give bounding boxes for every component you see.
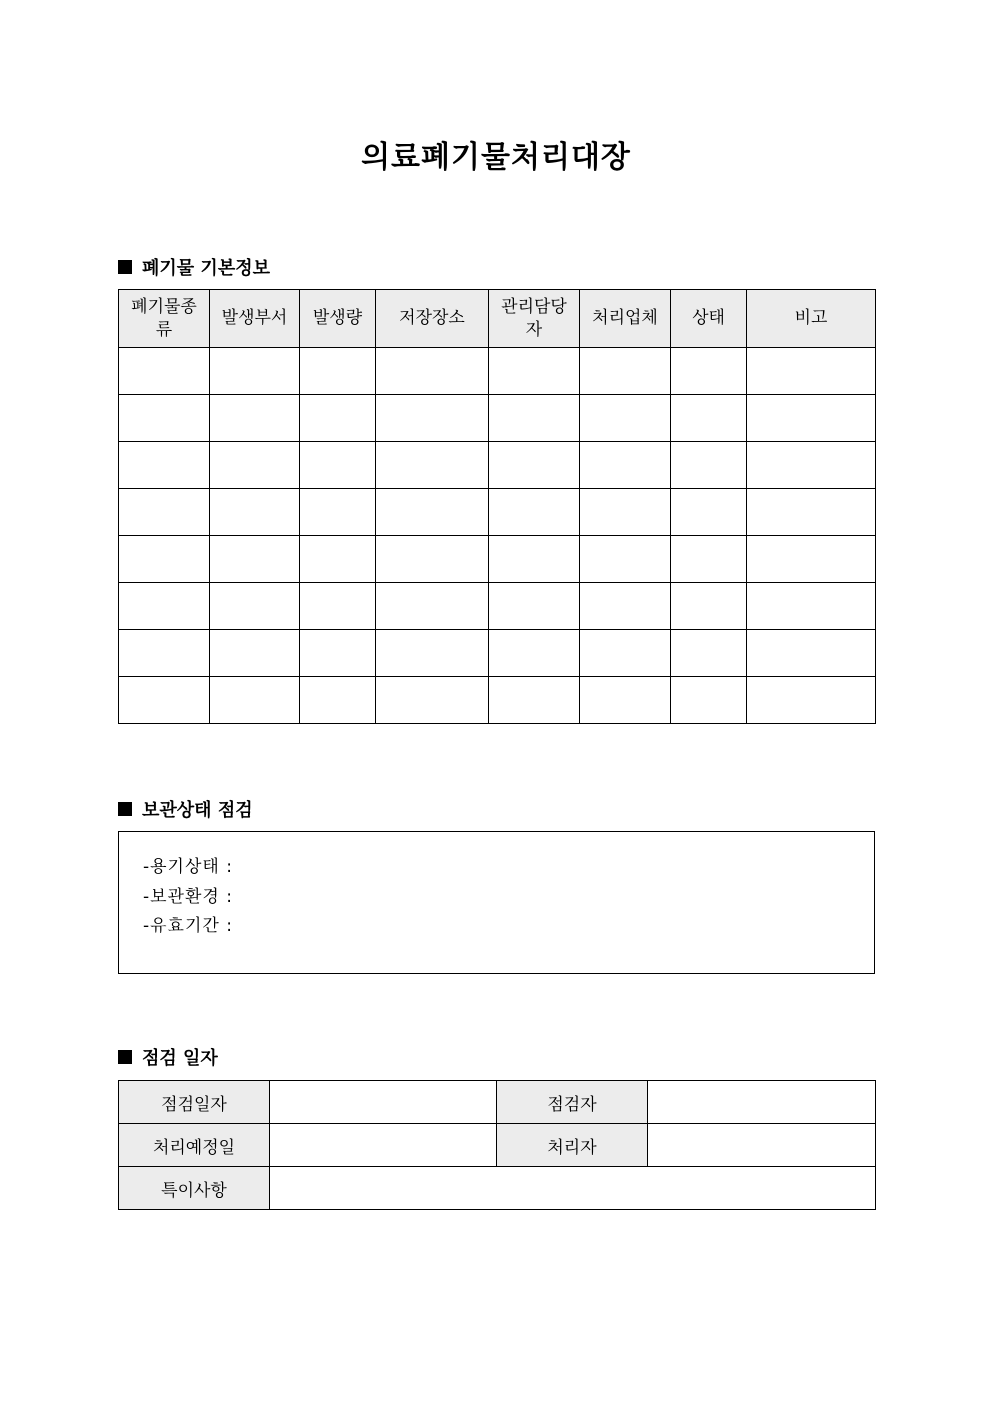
waste-table-cell[interactable] xyxy=(747,677,876,724)
inspection-row xyxy=(119,1081,876,1124)
inspection-row xyxy=(119,1124,876,1167)
waste-table-cell[interactable] xyxy=(489,348,580,395)
storage-check-box xyxy=(118,831,875,974)
waste-table-row xyxy=(119,395,876,442)
inspection-table xyxy=(118,1080,876,1210)
inspection-row xyxy=(119,1167,876,1210)
section-storage-check-label: 보관상태 점검 xyxy=(142,800,253,821)
waste-table-row xyxy=(119,536,876,583)
waste-table-cell[interactable] xyxy=(300,583,376,630)
waste-table-cell[interactable] xyxy=(300,348,376,395)
waste-table-cell[interactable] xyxy=(300,442,376,489)
inspection-date-label: 점검일자 xyxy=(119,1081,270,1124)
header-amount: 발생량 xyxy=(300,290,376,348)
inspection-date-cell[interactable] xyxy=(270,1081,497,1124)
waste-table-cell[interactable] xyxy=(210,536,300,583)
waste-table-cell[interactable] xyxy=(376,583,489,630)
waste-table-cell[interactable] xyxy=(489,630,580,677)
waste-table-cell[interactable] xyxy=(376,536,489,583)
waste-table-cell[interactable] xyxy=(119,630,210,677)
waste-table-row xyxy=(119,583,876,630)
square-bullet-icon xyxy=(118,1050,132,1064)
handler-label: 처리자 xyxy=(497,1124,648,1167)
waste-table-cell[interactable] xyxy=(300,536,376,583)
waste-info-table xyxy=(118,289,876,724)
waste-table-cell[interactable] xyxy=(376,489,489,536)
waste-table-cell[interactable] xyxy=(580,395,671,442)
waste-table-cell[interactable] xyxy=(580,536,671,583)
waste-table-cell[interactable] xyxy=(671,442,747,489)
waste-table-cell[interactable] xyxy=(210,583,300,630)
waste-table-cell[interactable] xyxy=(489,489,580,536)
waste-table-row xyxy=(119,489,876,536)
waste-table-cell[interactable] xyxy=(489,583,580,630)
waste-table-cell[interactable] xyxy=(671,395,747,442)
inspector-label: 점검자 xyxy=(497,1081,648,1124)
waste-table-cell[interactable] xyxy=(300,630,376,677)
waste-table-cell[interactable] xyxy=(580,489,671,536)
square-bullet-icon xyxy=(118,802,132,816)
waste-table-cell[interactable] xyxy=(580,677,671,724)
waste-table-cell[interactable] xyxy=(119,395,210,442)
expiry-period-line[interactable]: -유효기간 : xyxy=(143,916,233,936)
header-disposal-company: 처리업체 xyxy=(580,290,671,348)
waste-table-cell[interactable] xyxy=(210,348,300,395)
waste-table-cell[interactable] xyxy=(671,630,747,677)
waste-table-cell[interactable] xyxy=(489,536,580,583)
waste-table-cell[interactable] xyxy=(210,677,300,724)
waste-table-cell[interactable] xyxy=(210,630,300,677)
waste-table-cell[interactable] xyxy=(119,677,210,724)
header-remarks: 비고 xyxy=(747,290,876,348)
waste-table-cell[interactable] xyxy=(210,489,300,536)
waste-table-cell[interactable] xyxy=(580,630,671,677)
waste-table-cell[interactable] xyxy=(489,442,580,489)
header-storage-location: 저장장소 xyxy=(376,290,489,348)
scheduled-disposal-date-label: 처리예정일 xyxy=(119,1124,270,1167)
header-department: 발생부서 xyxy=(210,290,300,348)
handler-cell[interactable] xyxy=(648,1124,876,1167)
waste-table-cell[interactable] xyxy=(376,677,489,724)
waste-table-cell[interactable] xyxy=(747,395,876,442)
inspector-cell[interactable] xyxy=(648,1081,876,1124)
waste-table-cell[interactable] xyxy=(747,583,876,630)
waste-table-cell[interactable] xyxy=(119,583,210,630)
waste-table-cell[interactable] xyxy=(210,442,300,489)
document-title: 의료폐기물처리대장 xyxy=(361,140,631,175)
section-basic-info-label: 폐기물 기본정보 xyxy=(142,258,270,279)
special-notes-label: 특이사항 xyxy=(119,1167,270,1210)
waste-table-cell[interactable] xyxy=(747,442,876,489)
waste-table-cell[interactable] xyxy=(489,395,580,442)
storage-environment-line[interactable]: -보관환경 : xyxy=(143,887,233,907)
waste-table-cell[interactable] xyxy=(376,348,489,395)
waste-table-header-row xyxy=(119,290,876,348)
waste-table-cell[interactable] xyxy=(580,348,671,395)
waste-table-cell[interactable] xyxy=(210,395,300,442)
waste-table-cell[interactable] xyxy=(671,489,747,536)
section-basic-info-heading xyxy=(118,254,270,280)
waste-table-cell[interactable] xyxy=(580,442,671,489)
waste-table-cell[interactable] xyxy=(747,348,876,395)
waste-table-cell[interactable] xyxy=(747,536,876,583)
scheduled-disposal-date-cell[interactable] xyxy=(270,1124,497,1167)
waste-table-cell[interactable] xyxy=(300,677,376,724)
waste-table-cell[interactable] xyxy=(671,583,747,630)
waste-table-cell[interactable] xyxy=(119,348,210,395)
waste-table-cell[interactable] xyxy=(747,489,876,536)
waste-table-cell[interactable] xyxy=(300,489,376,536)
container-status-line[interactable]: -용기상태 : xyxy=(143,857,233,877)
header-status: 상태 xyxy=(671,290,747,348)
section-storage-check-heading xyxy=(118,796,253,822)
waste-table-cell[interactable] xyxy=(671,348,747,395)
waste-table-cell[interactable] xyxy=(580,583,671,630)
section-inspection-date-heading xyxy=(118,1044,218,1070)
waste-table-cell[interactable] xyxy=(376,395,489,442)
waste-table-row xyxy=(119,348,876,395)
waste-table-cell[interactable] xyxy=(489,677,580,724)
waste-table-cell[interactable] xyxy=(119,489,210,536)
waste-table-cell[interactable] xyxy=(376,630,489,677)
special-notes-cell[interactable] xyxy=(270,1167,876,1210)
waste-table-cell[interactable] xyxy=(119,442,210,489)
waste-table-cell[interactable] xyxy=(376,442,489,489)
waste-table-cell[interactable] xyxy=(671,536,747,583)
waste-table-row xyxy=(119,442,876,489)
waste-table-cell[interactable] xyxy=(671,677,747,724)
square-bullet-icon xyxy=(118,260,132,274)
waste-table-row xyxy=(119,677,876,724)
header-manager: 관리담당 자 xyxy=(489,290,580,348)
waste-table-row xyxy=(119,630,876,677)
waste-table-cell[interactable] xyxy=(119,536,210,583)
waste-table-cell[interactable] xyxy=(747,630,876,677)
waste-table-cell[interactable] xyxy=(300,395,376,442)
header-waste-type: 폐기물종 류 xyxy=(119,290,210,348)
section-inspection-date-label: 점검 일자 xyxy=(142,1048,218,1069)
